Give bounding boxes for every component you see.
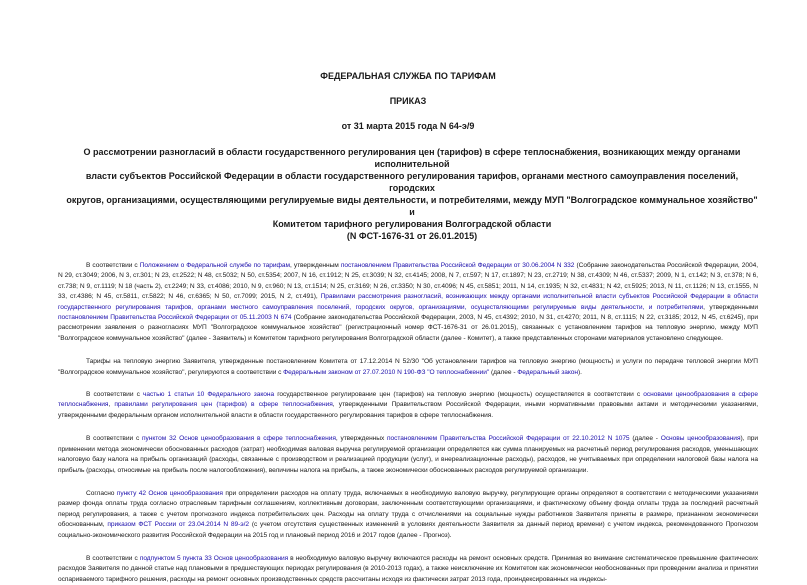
paragraph-text: , утвержденными Правительством Российской Федерации, иными нормативными правовыми актами и методическими указаниями, утвержденными федеральным органом исполнительной власти в области государственного регулирования тарифов в сфере теплоснабжения. [58, 401, 758, 419]
document-link[interactable]: постановлением Правительства Российской Федерации от 05.11.2003 N 674 [58, 314, 292, 322]
document-link[interactable]: правилами регулирования цен (тарифов) в сфере теплоснабжения [114, 401, 333, 409]
document-link[interactable]: постановлением Правительства Российской Федерации от 22.10.2012 N 1075 [387, 435, 630, 443]
paragraph-text: В соответствии с [86, 554, 140, 562]
paragraph-text: (с учетом отсутствия существенных изменений в условиях деятельности Заявителя за данный период времени) с учетом индекса, рекомендованного Прогнозом социально-экономического развития Российской Федерации на 2015 год и плановый период 2016 и 2017 годов (далее - Прогноз). [58, 521, 758, 539]
document-link[interactable]: Положением о Федеральной службе по тарифам [139, 262, 290, 269]
title-line: власти субъектов Российской Федерации в области государственного регулирования тарифов, органами местного самоуправления поселений, городских [85, 171, 739, 193]
paragraph-text: (Собрание законодательства Российской Федерации, 2004, N 29, ст.3049; 2006, N 3, ст.301; N 23, ст.2522; N 48, ст.5032; N 50, ст.5354; 2007, N 16, ст.1912; N 25, ст.3039; N 32, ст.4145; 2008, N 7, ст.597; N 17, ст.1897; N 23, ст.2719; N 38, ст.4309; N 46, ст.5337; 2009, N 1, ст.142; N 3, ст.378; N 6, ст.738; N 9, ст.1119; N 18 (часть 2), ст.2249; N 33, ст.4086; 2010, N 9, ст.960; N 13, ст.1514; N 25, ст.3169; N 26, ст.3350; N 30, ст.4096; N 45, ст.5851; 2011, N 14, ст.1935; N 32, ст.4831; N 42, ст.5925; 2013, N 11, ст.1126; N 13, ст.1555, N 33, ст.4386; N 45, ст.5811, ст.5822; N 46, ст.6365; N 50, ст.7099; 2015, N 2, ст.491), [58, 262, 759, 301]
paragraph-text: В соответствии с [86, 391, 143, 399]
paragraph [58, 390, 758, 421]
paragraph-text: , утвержденным [290, 262, 341, 269]
document-link[interactable]: пунктом 32 Основ ценообразования в сфере теплоснабжения [142, 435, 336, 443]
paragraph-text: В соответствии с [86, 262, 140, 269]
paragraph-text: , утвержденными [703, 303, 758, 311]
paragraph-text: (Собрание законодательства Российской Федерации, 2003, N 45, ст.4392; 2010, N 31, ст.4270; 2011, N 8, ст.1115; N 22, ст.3185; 2012, N 45, ст.6245), при рассмотрении заявления о разногласиях МУП "Волгоградское коммунальное хозяйство" (регистрационный номер ФСТ-1676-31 от 26.01.2015), связанных с установлением тарифов на тепловую энергию, между МУП "Волгоградское коммунальное хозяйство" (далее - Заявитель) и Комитетом тарифного регулирования Волгоградской области (далее - Комитет), а также представленных сторонами материалов установлено следующее. [58, 314, 758, 342]
paragraph [58, 357, 758, 378]
document-link[interactable]: частью 1 статьи 10 Федерального закона [142, 391, 275, 399]
document-link[interactable]: пункту 42 Основ ценообразования [116, 489, 223, 497]
paragraph [58, 489, 758, 541]
title-line: округов, организациями, осуществляющими регулируемые виды деятельности, и потребителями, между МУП "Волгоградское коммунальное хозяйство" и [66, 195, 758, 217]
document-link[interactable]: Федеральный закон [517, 368, 578, 376]
paragraph-text: В соответствии с [86, 435, 143, 443]
document-title [58, 146, 758, 242]
paragraph-text: , утвержденных [335, 435, 387, 443]
paragraph-text: ), при применении метода экономически обоснованных расходов (затрат) необходимая валовая выручка регулируемой организации определяется как сумма планируемых на расчетный период регулирования расходов, уменьшающих налоговую базу налога на прибыль организаций (расходы, связанные с производством и реализацией продукции (услуг), и внереализационные расходы), расходов, не учитываемых при определении налоговой базы налога на прибыль (расходы, относимые на прибыль после налогообложения), величины налога на прибыль, а также экономически обоснованных расходов регулируемой организации. [58, 435, 758, 474]
document-link[interactable]: Правилами рассмотрения разногласий, возникающих между органами исполнительной власти субъектов Российской Федерации в области государственного регулирования тарифов, органами местного самоуправления поселений, городских округов, организациями, осуществляющими регулируемые виды деятельности, и потребителями [58, 293, 758, 311]
paragraph [58, 434, 758, 476]
document-link[interactable]: основами ценообразования в сфере теплоснабжения [58, 391, 758, 409]
title-line: (N ФСТ-1676-31 от 26.01.2015) [346, 231, 478, 241]
paragraph-text: , [108, 401, 115, 409]
paragraph-text: Тарифы на тепловую энергию Заявителя, утвержденные постановлением Комитета от 17.12.2014 N 52/30 "Об установлении тарифов на тепловую энергию (мощность) и услуги по передаче тепловой энергии МУП "Волгоградское коммунальное хозяйство", регулируются в соответствии с [58, 358, 758, 376]
document-link[interactable]: приказом ФСТ России от 23.04.2014 N 89-э/2 [107, 521, 250, 529]
paragraph-text: в необходимую валовую выручку включаются расходы на ремонт основных средств. Принимая во внимание систематическое превышение фактических расходов Заявителя по данной статье над плановыми в предшествующих периодах регулирования (в 2010-2013 годах), а также неисключение их Комитетом как экономически необоснованных при проведении анализа и принятии оспариваемого тарифного решения, расходы на ремонт основных производственных средств рассчитаны исходя из фактически затрат 2013 года, проиндексированных на индексы- [58, 554, 759, 583]
document-link[interactable]: Федеральным законом от 27.07.2010 N 190-ФЗ "О теплоснабжении" [283, 368, 490, 376]
document-type: ПРИКАЗ [389, 96, 427, 106]
paragraph [58, 261, 758, 344]
document-link[interactable]: подпунктом 5 пункта 33 Основ ценообразования [139, 554, 289, 562]
document-link[interactable]: Основы ценообразования [660, 435, 741, 443]
paragraph-text: (далее - [489, 368, 518, 376]
paragraph-text: при определении расходов на оплату труда, включаемых в необходимую валовую выручку, регулирующие органы определяют в соответствии с методическими указаниями размер фонда оплаты труда согласно отраслевым тарифным соглашениям, коллективным договорам, заключенным соответствующими организациями, и фактическому объему фонда оплаты труда за последний расчетный период регулирования, а также с учетом прогнозного индекса потребительских цен. Расходы на оплату труда с отчислениями на социальные нужды работников Заявителя приняты в размере, признанном экономически обоснованным, [58, 489, 758, 529]
document-body [58, 261, 758, 585]
paragraph-text: государственное регулирование цен (тарифов) на тепловую энергию (мощность) осуществляется в соответствии с [274, 391, 644, 399]
document-link[interactable]: постановлением Правительства Российской Федерации от 30.06.2004 N 332 [340, 262, 575, 269]
paragraph-text: ). [577, 368, 582, 376]
paragraph [58, 554, 758, 585]
agency-name: ФЕДЕРАЛЬНАЯ СЛУЖБА ПО ТАРИФАМ [320, 71, 496, 81]
title-line: О рассмотрении разногласий в области государственного регулирования цен (тарифов) в сфере теплоснабжения, возникающих между органами исполнительной [83, 147, 741, 169]
title-line: Комитетом тарифного регулирования Волгоградской области [272, 219, 552, 229]
document-date: от 31 марта 2015 года N 64-э/9 [341, 121, 475, 131]
paragraph-text: Согласно [86, 489, 117, 497]
paragraph-text: (далее - [629, 435, 661, 443]
